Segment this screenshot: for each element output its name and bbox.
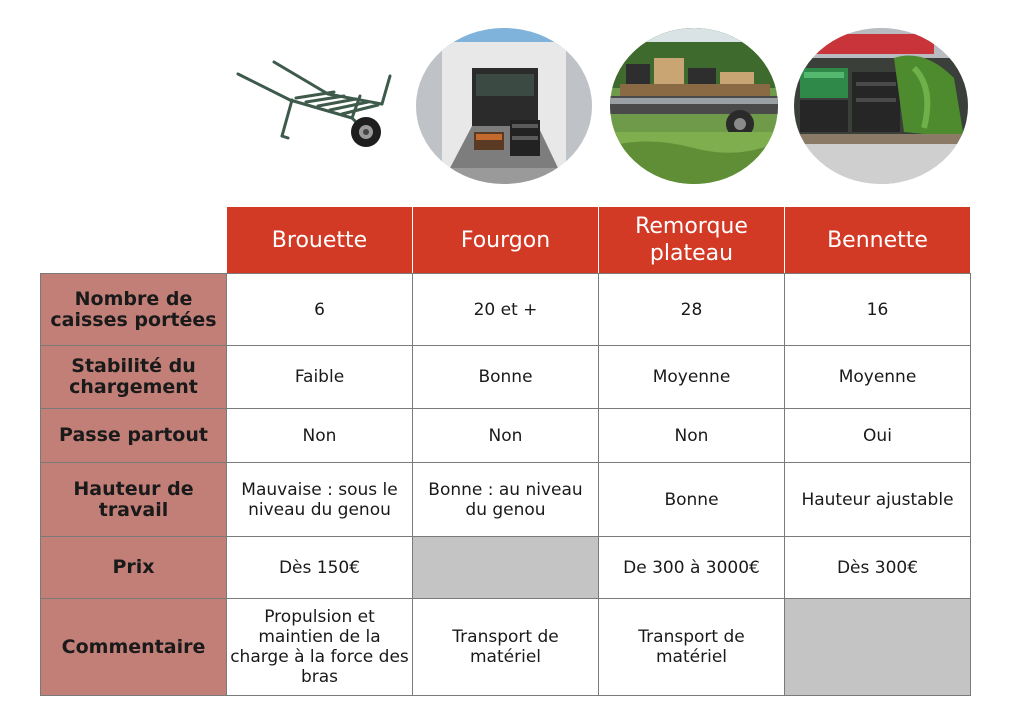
table-cell: Mauvaise : sous le niveau du genou: [227, 463, 413, 537]
van-interior-photo: [416, 28, 592, 184]
column-header-fourgon: Fourgon: [413, 207, 599, 274]
table-cell: Propulsion et maintien de la charge à la force des bras: [227, 599, 413, 696]
row-header: Commentaire: [41, 599, 227, 696]
table-row: [41, 599, 971, 696]
table-cell: Transport de matériel: [413, 599, 599, 696]
column-header-bennette: Bennette: [785, 207, 971, 274]
table-cell: Moyenne: [785, 346, 971, 409]
empty-cell: [785, 599, 971, 696]
table-cell: 28: [599, 274, 785, 346]
table-cell: Oui: [785, 409, 971, 463]
table-cell: Bonne: [599, 463, 785, 537]
table-cell: De 300 à 3000€: [599, 537, 785, 599]
column-header-remorque-plateau: Remorque plateau: [599, 207, 785, 274]
row-header: Stabilité du chargement: [41, 346, 227, 409]
table-row: [41, 409, 971, 463]
vehicle-images: [0, 0, 1024, 200]
table-cell: Hauteur ajustable: [785, 463, 971, 537]
table-cell: 16: [785, 274, 971, 346]
table-cell: Dès 300€: [785, 537, 971, 599]
flatbed-trailer-photo: [610, 28, 778, 184]
table-cell: Moyenne: [599, 346, 785, 409]
table-cell: Transport de matériel: [599, 599, 785, 696]
table-cell: Faible: [227, 346, 413, 409]
row-header: Prix: [41, 537, 227, 599]
small-dump-truck-photo: [794, 28, 968, 184]
table-cell: Non: [227, 409, 413, 463]
table-row: [41, 463, 971, 537]
empty-cell: [413, 537, 599, 599]
blank-corner-cell: [41, 207, 227, 274]
table-cell: Dès 150€: [227, 537, 413, 599]
table-cell: 6: [227, 274, 413, 346]
table-cell: Non: [413, 409, 599, 463]
column-header-brouette: Brouette: [227, 207, 413, 274]
table-cell: Bonne : au niveau du genou: [413, 463, 599, 537]
table-row: [41, 274, 971, 346]
row-header: Hauteur de travail: [41, 463, 227, 537]
table-cell: Non: [599, 409, 785, 463]
table-row: [41, 346, 971, 409]
header-row: [41, 207, 971, 274]
row-header: Passe partout: [41, 409, 227, 463]
comparison-table: [40, 206, 971, 696]
table-cell: Bonne: [413, 346, 599, 409]
row-header: Nombre de caisses portées: [41, 274, 227, 346]
table-cell: 20 et +: [413, 274, 599, 346]
table-row: [41, 537, 971, 599]
wheelbarrow-illustration: [232, 56, 396, 156]
